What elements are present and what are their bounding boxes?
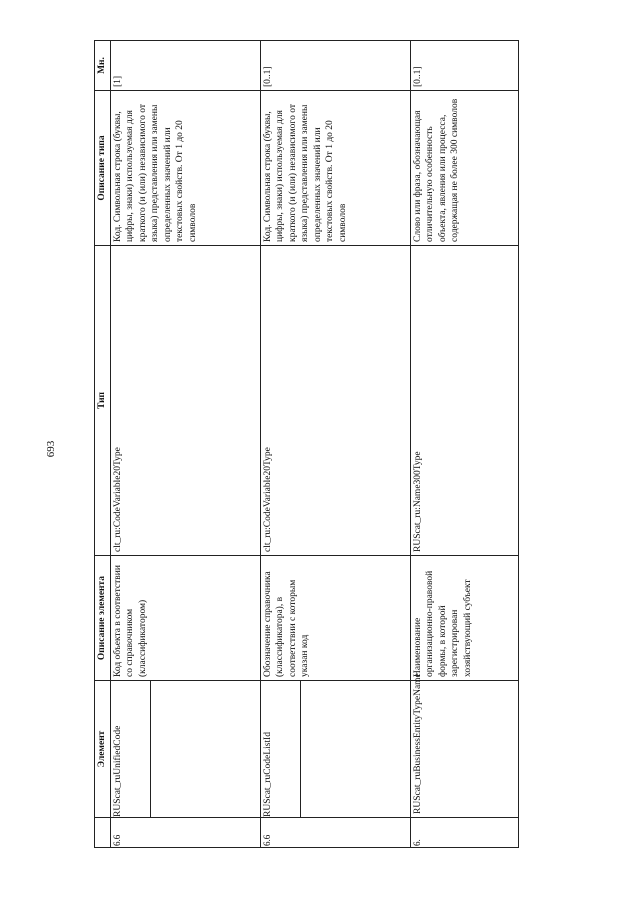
header-number [95, 818, 111, 848]
row-multiplicity: [0..1] [260, 41, 410, 91]
row-type: clt_ru:CodeVariable20Type [260, 246, 410, 556]
row-type-desc: Код. Символьная строка (буквы, цифры, знаки) используемая для краткого (и (или) независимого от языка) представления или замены определенных значений или текстовых свойств. От 1 до 20 символов [110, 91, 260, 246]
row-type-desc: Код. Символьная строка (буквы, цифры, знаки) используемая для краткого (и (или) независимого от языка) представления или замены определенных значений или текстовых свойств. От 1 до 20 символов [260, 91, 410, 246]
element-name: RUScat_ruUnifiedCode [112, 725, 123, 817]
row-number: 6.6 [260, 818, 410, 848]
element-cell-box [112, 681, 151, 817]
row-number: 6.6 [110, 818, 260, 848]
header-multiplicity: Мн. [95, 41, 111, 91]
element-name: RUScat_ruCodeListId [262, 732, 273, 817]
row-element [260, 681, 410, 818]
table-header-row [95, 41, 111, 848]
row-multiplicity: [0..1] [410, 41, 518, 91]
header-element-desc: Описание элемента [95, 556, 111, 681]
row-number: 6. [410, 818, 518, 848]
table-row [110, 41, 260, 848]
row-type: RUScat_ru:Name300Type [410, 246, 518, 556]
row-element-desc: Обозначение справочника (классификатора), в соответствии с которым указан код [260, 556, 410, 681]
header-element: Элемент [95, 681, 111, 818]
schema-table [94, 40, 519, 848]
rotated-table-container [94, 57, 522, 848]
page-number: 693 [45, 440, 57, 458]
header-type-desc: Описание типа [95, 91, 111, 246]
row-multiplicity: [1] [110, 41, 260, 91]
row-type: clt_ru:CodeVariable20Type [110, 246, 260, 556]
row-element-desc: Код объекта в соответствии со справочником (классификатором) [110, 556, 260, 681]
row-type-desc: Слово или фраза, обозначающая отличительную особенность объекта, явления или процесса, содержащая не более 300 символов [410, 91, 518, 246]
table-row [410, 41, 518, 848]
table-row [260, 41, 410, 848]
row-element-desc: Наименование организационно-правовой формы, в которой зарегистрирован хозяйствующий субъект [410, 556, 518, 681]
row-element [110, 681, 260, 818]
header-type: Тип [95, 246, 111, 556]
row-element: RUScat_ruBusinessEntityTypeName [410, 681, 518, 818]
element-cell-box [262, 681, 301, 817]
